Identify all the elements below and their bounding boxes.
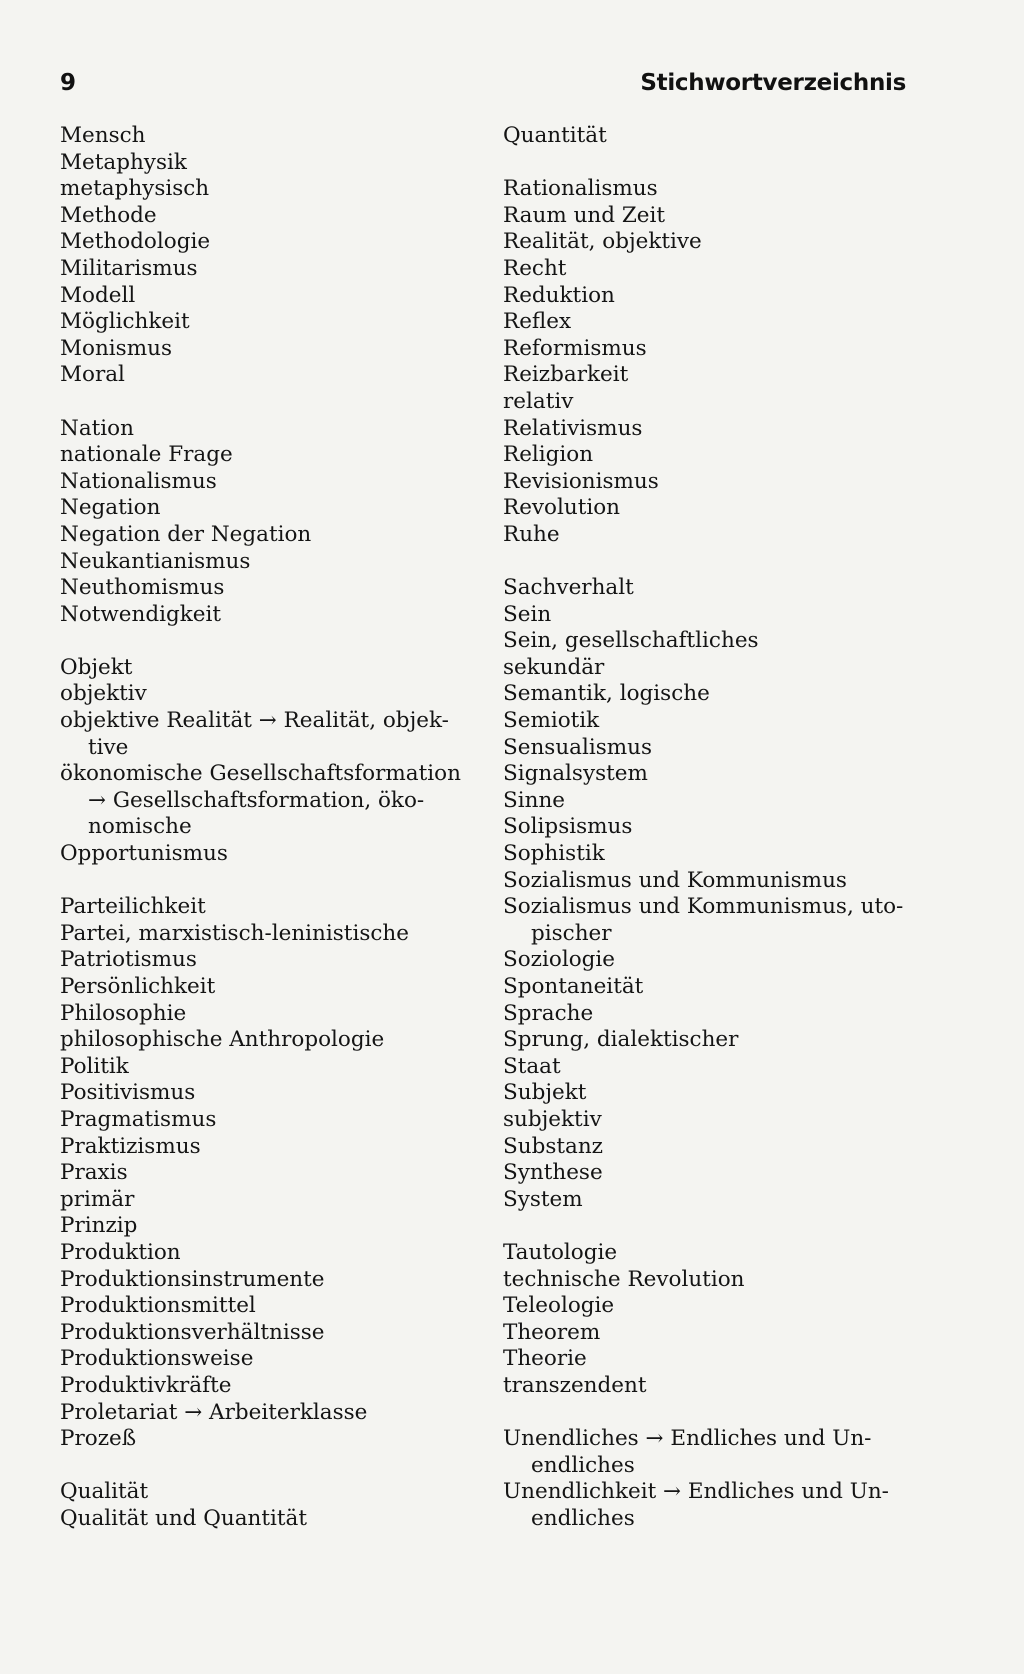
section-gap: [503, 1213, 913, 1240]
index-entry-text: Soziologie: [503, 947, 616, 973]
index-entry: [60, 283, 470, 310]
index-entry-text: Produktionsverhältnisse: [60, 1319, 325, 1345]
section-gap: [60, 1453, 470, 1480]
index-entry: [60, 1107, 470, 1134]
index-entry: [60, 575, 470, 602]
index-entry: [60, 1506, 470, 1533]
index-entry-continuation: → Gesellschaftsformation, öko-: [88, 787, 425, 813]
index-entry-text: Relativismus: [503, 415, 643, 441]
index-entry-text: Sprung, dialektischer: [503, 1027, 739, 1053]
index-entry: [60, 1346, 470, 1373]
index-entry-continuation: pischer: [531, 920, 612, 946]
index-entry-text: Produktion: [60, 1239, 181, 1265]
index-entry-text: Rationalismus: [503, 176, 658, 202]
index-entry-text: Semantik, logische: [503, 681, 710, 707]
index-entry-text: Substanz: [503, 1133, 604, 1159]
index-entry: [60, 1320, 470, 1347]
index-entry-text: Opportunismus: [60, 841, 228, 867]
index-entry: [503, 229, 913, 256]
index-entry: [60, 229, 470, 256]
index-entry-text: Teleologie: [503, 1293, 615, 1319]
index-entry-text: Proletariat → Arbeiterklasse: [60, 1399, 368, 1425]
index-entry: [503, 1027, 913, 1054]
index-entry-text: Sprache: [503, 1000, 594, 1026]
index-entry-text: Staat: [503, 1053, 561, 1079]
index-entry: [60, 1187, 470, 1214]
index-entry-text: philosophische Anthropologie: [60, 1027, 385, 1053]
index-entry-text: Praktizismus: [60, 1133, 201, 1159]
section-gap: [503, 150, 913, 177]
index-entry: [503, 708, 913, 735]
index-entry-text: Religion: [503, 442, 594, 468]
index-entry: [503, 495, 913, 522]
index-entry: [503, 1267, 913, 1294]
index-entry: [60, 947, 470, 974]
index-entry-continuation: endliches: [531, 1452, 635, 1478]
index-entry-text: objektiv: [60, 681, 147, 707]
index-entry: [60, 522, 470, 549]
index-entry-text: relativ: [503, 388, 574, 414]
index-entry-text: Philosophie: [60, 1000, 187, 1026]
index-entry: [60, 681, 470, 708]
index-entry-text: Moral: [60, 362, 125, 388]
index-entry: [503, 841, 913, 868]
index-entry-text: Patriotismus: [60, 947, 197, 973]
index-entry-text: Prozeß: [60, 1426, 137, 1452]
index-entry: [503, 256, 913, 283]
index-entry-text: Unendlichkeit → Endliches und Un-: [503, 1479, 889, 1505]
index-entry-text: Objekt: [60, 654, 133, 680]
index-entry: [60, 602, 470, 629]
index-entry: [60, 123, 470, 150]
index-entry-text: Methodologie: [60, 229, 211, 255]
index-entry: [60, 1080, 470, 1107]
index-entry: [60, 1426, 470, 1453]
index-entry: [503, 974, 913, 1001]
index-entry-text: Sinne: [503, 787, 566, 813]
index-entry: [503, 761, 913, 788]
index-entry: [60, 176, 470, 203]
index-entry-text: Revolution: [503, 495, 621, 521]
index-entry: [503, 655, 913, 682]
index-entry-text: transzendent: [503, 1372, 647, 1398]
index-entry-continuation: tive: [88, 734, 129, 760]
section-gap: [60, 868, 470, 895]
index-entry-text: sekundär: [503, 654, 605, 680]
index-entry: [60, 1134, 470, 1161]
index-entry-text: Revisionismus: [503, 468, 659, 494]
index-entry-text: Sozialismus und Kommunismus: [503, 867, 847, 893]
index-entry: [60, 336, 470, 363]
index-entry-text: Nation: [60, 415, 134, 441]
index-entry-text: Ruhe: [503, 521, 560, 547]
index-entry-text: Methode: [60, 202, 157, 228]
index-entry-text: Pragmatismus: [60, 1106, 217, 1132]
index-entry-text: Mensch: [60, 123, 146, 148]
index-entry-text: Theorie: [503, 1346, 587, 1372]
index-entry-text: Theorem: [503, 1319, 601, 1345]
index-entry: [60, 1479, 470, 1506]
index-entry: [60, 1001, 470, 1028]
index-entry: [503, 283, 913, 310]
index-entry-text: Persönlichkeit: [60, 974, 216, 999]
index-column-right: [503, 123, 913, 1532]
index-entry-text: Quantität: [503, 123, 607, 148]
index-entry: [60, 708, 470, 761]
index-entry: [60, 1293, 470, 1320]
index-entry: [60, 921, 470, 948]
index-entry: [503, 1320, 913, 1347]
index-entry-text: Nationalismus: [60, 468, 217, 494]
index-entry: [503, 602, 913, 629]
index-entry-text: System: [503, 1186, 583, 1212]
index-entry-text: Sein, gesellschaftliches: [503, 628, 759, 654]
index-entry: [503, 416, 913, 443]
index-entry: [503, 123, 913, 150]
index-entry-text: Reformismus: [503, 335, 647, 361]
index-entry: [60, 761, 470, 841]
index-entry: [60, 549, 470, 576]
index-entry-continuation: nomische: [88, 814, 192, 840]
index-entry: [503, 1373, 913, 1400]
index-entry: [503, 336, 913, 363]
index-entry-text: Reizbarkeit: [503, 362, 629, 388]
index-entry-text: objektive Realität → Realität, objek-: [60, 708, 449, 734]
index-entry-text: Sensualismus: [503, 734, 653, 760]
index-entry: [60, 1054, 470, 1081]
index-entry-text: Reflex: [503, 309, 572, 335]
index-entry: [503, 575, 913, 602]
index-entry-text: nationale Frage: [60, 442, 233, 468]
index-entry-text: Negation der Negation: [60, 521, 312, 547]
index-column-left: [60, 123, 470, 1532]
index-entry: [503, 735, 913, 762]
index-entry: [503, 389, 913, 416]
index-entry-text: Subjekt: [503, 1080, 587, 1106]
index-entry-text: Partei, marxistisch-leninistische: [60, 920, 409, 946]
index-entry: [503, 1107, 913, 1134]
index-entry-text: Produktionsinstrumente: [60, 1266, 325, 1292]
index-entry: [503, 1240, 913, 1267]
index-entry: [60, 1027, 470, 1054]
index-entry-text: metaphysisch: [60, 176, 210, 202]
index-entry: [60, 442, 470, 469]
index-entry: [503, 522, 913, 549]
index-entry-text: Produktionsmittel: [60, 1293, 256, 1319]
index-entry-text: Parteilichkeit: [60, 894, 206, 920]
index-entry: [60, 469, 470, 496]
index-entry-text: Qualität: [60, 1479, 149, 1505]
index-entry: [60, 1160, 470, 1187]
index-entry: [60, 1240, 470, 1267]
index-entry-text: Solipsismus: [503, 814, 633, 840]
index-entry: [60, 309, 470, 336]
index-entry-text: Metaphysik: [60, 149, 187, 175]
index-entry-text: ökonomische Gesellschaftsformation: [60, 761, 461, 787]
index-entry: [503, 1160, 913, 1187]
index-entry-text: Unendliches → Endliches und Un-: [503, 1426, 872, 1452]
index-entry: [60, 256, 470, 283]
index-entry: [503, 868, 913, 895]
index-entry-text: Produktivkräfte: [60, 1372, 232, 1398]
index-entry-text: Negation: [60, 495, 161, 521]
section-gap: [503, 1400, 913, 1427]
index-entry-text: Politik: [60, 1053, 129, 1079]
index-entry-text: Notwendigkeit: [60, 601, 222, 627]
index-entry: [503, 1080, 913, 1107]
index-entry: [60, 655, 470, 682]
index-entry-text: Recht: [503, 255, 567, 281]
index-entry: [60, 1400, 470, 1427]
index-entry: [503, 309, 913, 336]
index-entry-text: Sachverhalt: [503, 575, 634, 601]
page-number: 9: [60, 70, 77, 96]
index-entry: [503, 814, 913, 841]
index-entry-text: Militarismus: [60, 255, 198, 281]
index-entry-text: subjektiv: [503, 1106, 602, 1132]
index-entry: [60, 150, 470, 177]
index-entry: [60, 974, 470, 1001]
running-head-title: Stichwortverzeichnis: [640, 70, 906, 96]
index-entry: [60, 495, 470, 522]
index-entry-text: Signalsystem: [503, 761, 648, 787]
index-entry: [60, 1213, 470, 1240]
index-entry: [503, 203, 913, 230]
index-entry: [60, 1267, 470, 1294]
index-entry: [503, 1293, 913, 1320]
index-entry: [503, 362, 913, 389]
index-entry-text: Tautologie: [503, 1239, 618, 1265]
index-entry: [60, 362, 470, 389]
index-entry: [503, 1054, 913, 1081]
index-entry-text: primär: [60, 1186, 135, 1212]
index-entry: [503, 1426, 913, 1479]
index-entry: [503, 469, 913, 496]
index-entry: [503, 1346, 913, 1373]
index-entry: [503, 628, 913, 655]
index-entry-text: Monismus: [60, 335, 172, 361]
index-entry-text: Spontaneität: [503, 974, 644, 999]
index-entry-text: Modell: [60, 282, 136, 308]
index-entry: [503, 947, 913, 974]
index-entry: [60, 894, 470, 921]
index-entry: [60, 1373, 470, 1400]
index-entry: [503, 1001, 913, 1028]
index-entry: [503, 176, 913, 203]
section-gap: [503, 549, 913, 576]
section-gap: [60, 628, 470, 655]
index-entry-text: Positivismus: [60, 1080, 196, 1106]
index-entry: [503, 894, 913, 947]
index-entry-text: Qualität und Quantität: [60, 1505, 308, 1531]
index-entry-text: Reduktion: [503, 282, 615, 308]
index-entry-text: Neuthomismus: [60, 575, 225, 601]
section-gap: [60, 389, 470, 416]
index-entry: [60, 841, 470, 868]
index-entry-text: Sophistik: [503, 841, 605, 867]
index-entry-continuation: endliches: [531, 1505, 635, 1531]
index-entry-text: Praxis: [60, 1160, 128, 1186]
index-entry: [60, 416, 470, 443]
index-entry-text: Raum und Zeit: [503, 202, 666, 228]
index-entry-text: Semiotik: [503, 708, 600, 734]
index-entry-text: Realität, objektive: [503, 229, 702, 255]
index-entry-text: Synthese: [503, 1160, 603, 1186]
index-entry-text: Prinzip: [60, 1213, 138, 1239]
index-entry-text: technische Revolution: [503, 1266, 745, 1292]
index-entry: [503, 788, 913, 815]
index-entry-text: Sozialismus und Kommunismus, uto-: [503, 894, 904, 920]
index-entry: [503, 1134, 913, 1161]
index-entry: [503, 442, 913, 469]
index-entry: [60, 203, 470, 230]
index-entry-text: Produktionsweise: [60, 1346, 254, 1372]
index-entry-text: Möglichkeit: [60, 309, 190, 335]
index-entry-text: Neukantianismus: [60, 548, 251, 574]
index-entry: [503, 1187, 913, 1214]
index-entry: [503, 681, 913, 708]
index-entry-text: Sein: [503, 601, 552, 627]
index-entry: [503, 1479, 913, 1532]
